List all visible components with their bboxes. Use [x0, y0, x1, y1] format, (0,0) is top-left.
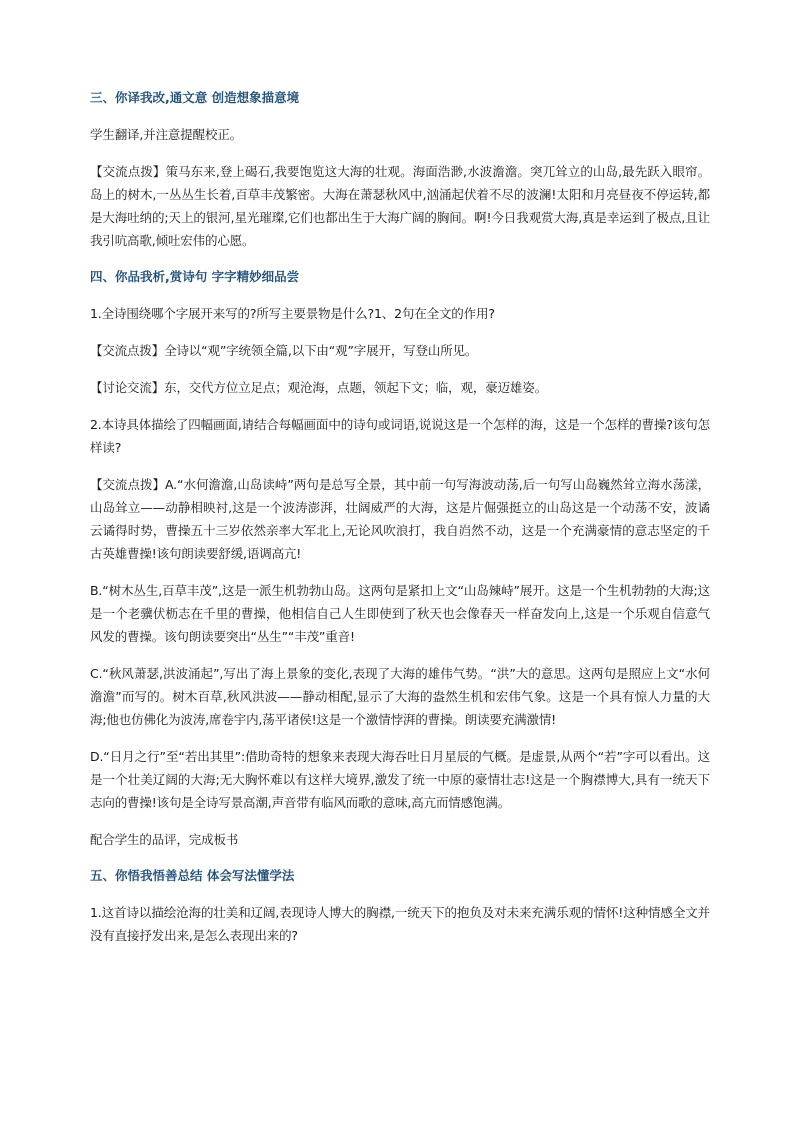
paragraph: C.“秋风萧瑟,洪波涌起”,写出了海上景象的变化,表现了大海的雄伟气势。“洪”大的意思。这两句是照应上文“水何澹澹”而写的。树木百草,秋风洪波——静动相配,显示了大海的盎然生机和宏伟气象。这是一个具有惊人力量的大海;他也仿佛化为波涛,席卷宇内,荡平诸侯!这是一个激情悖湃的曹操。朗读要充满激情! — [90, 666, 710, 727]
paragraph: B.“树木丛生,百草丰茂”,这是一派生机勃勃山岛。这两句是紧扣上文“山岛辣峙”展开。这是一个生机勃勃的大海;这是一个老骥伏枥志在千里的曹操，他相信自己人生即使到了秋天也会像春天一样奋发向上,这是一个乐观自信意气风发的曹操。该句朗读要突出“丛生”“丰茂”重音! — [90, 583, 710, 644]
section-heading-5: 五、你悟我悟善总结 体会写法懂学法 — [90, 868, 295, 883]
paragraph: D.“日月之行”至“若出其里”:借助奇特的想象来表现大海吞吐日月星辰的气概。是虚景,从两个“若”字可以看出。这是一个壮美辽阔的大海;无大胸怀难以有这样大境界,激发了统一中原的豪情壮志!这是一个胸襟博大,具有一统天下志向的曹操!该句是全诗写景高潮,声音带有临风而歌的意味,高亢而情感饱满。 — [90, 749, 710, 810]
paragraph: 【交流点拨】策马东来,登上碣石,我要饱览这大海的壮观。海面浩渺,水波澹澹。突兀耸立的山岛,最先跃入眼帘。岛上的树木,一丛丛生长着,百草丰茂繁密。大海在萧瑟秋风中,汹涌起伏着不尽的波澜!太阳和月亮昼夜不停运转,都是大海吐纳的;天上的银河,星光璀璨,它们也都出生于大海广阔的胸间。啊!今日我观赏大海,真是幸运到了极点,且让我引吭高歌,倾吐宏伟的心愿。 — [90, 164, 710, 248]
paragraph: 配合学生的品评，完成板书 — [90, 832, 239, 847]
paragraph: 学生翻译,并注意提醒校正。 — [90, 127, 243, 142]
question-1: 1.全诗围绕哪个字展开来写的?所写主要景物是什么?1、2句在全文的作用? — [90, 306, 495, 321]
section-heading-4: 四、你品我析,赏诗句 字字精妙细品尝 — [90, 269, 300, 284]
question-1: 1.这首诗以描绘沧海的壮美和辽阔,表现诗人博大的胸襟,一统天下的抱负及对未来充满乐观的情怀!这种情感全文并没有直接抒发出来,是怎么表现出来的? — [90, 905, 710, 943]
paragraph: 【交流点拨】A.“水何澹澹,山岛读峙”两句是总写全景，其中前一句写海波动荡,后一句写山岛巍然耸立海水荡漾，山岛耸立——动静相映衬,这是一个波涛澎湃，壮阔威严的大海，这是片倔强挺立的山岛这是一个动荡不安，波谲云谲得时势，曹操五十三岁依然亲率大军北上,无论风吹浪打，我自岿然不动，这是一个充满豪情的意志坚定的千古英雄曹操!该句朗读要舒缓,语调高亢! — [90, 477, 710, 561]
document-body — [90, 88, 710, 947]
question-2: 2.本诗具体描绘了四幅画面,请结合每幅画面中的诗句或词语,说说这是一个怎样的海，这是一个怎样的曹操?该句怎样读? — [90, 417, 710, 455]
section-heading-3: 三、你译我改,通文意 创造想象描意境 — [90, 90, 300, 105]
paragraph: 【讨论交流】东，交代方位立足点；观沧海，点题，领起下文；临，观，豪迈雄姿。 — [90, 380, 547, 395]
paragraph: 【交流点拨】全诗以“观”字统领全篇,以下由“观”字展开，写登山所见。 — [90, 343, 478, 358]
